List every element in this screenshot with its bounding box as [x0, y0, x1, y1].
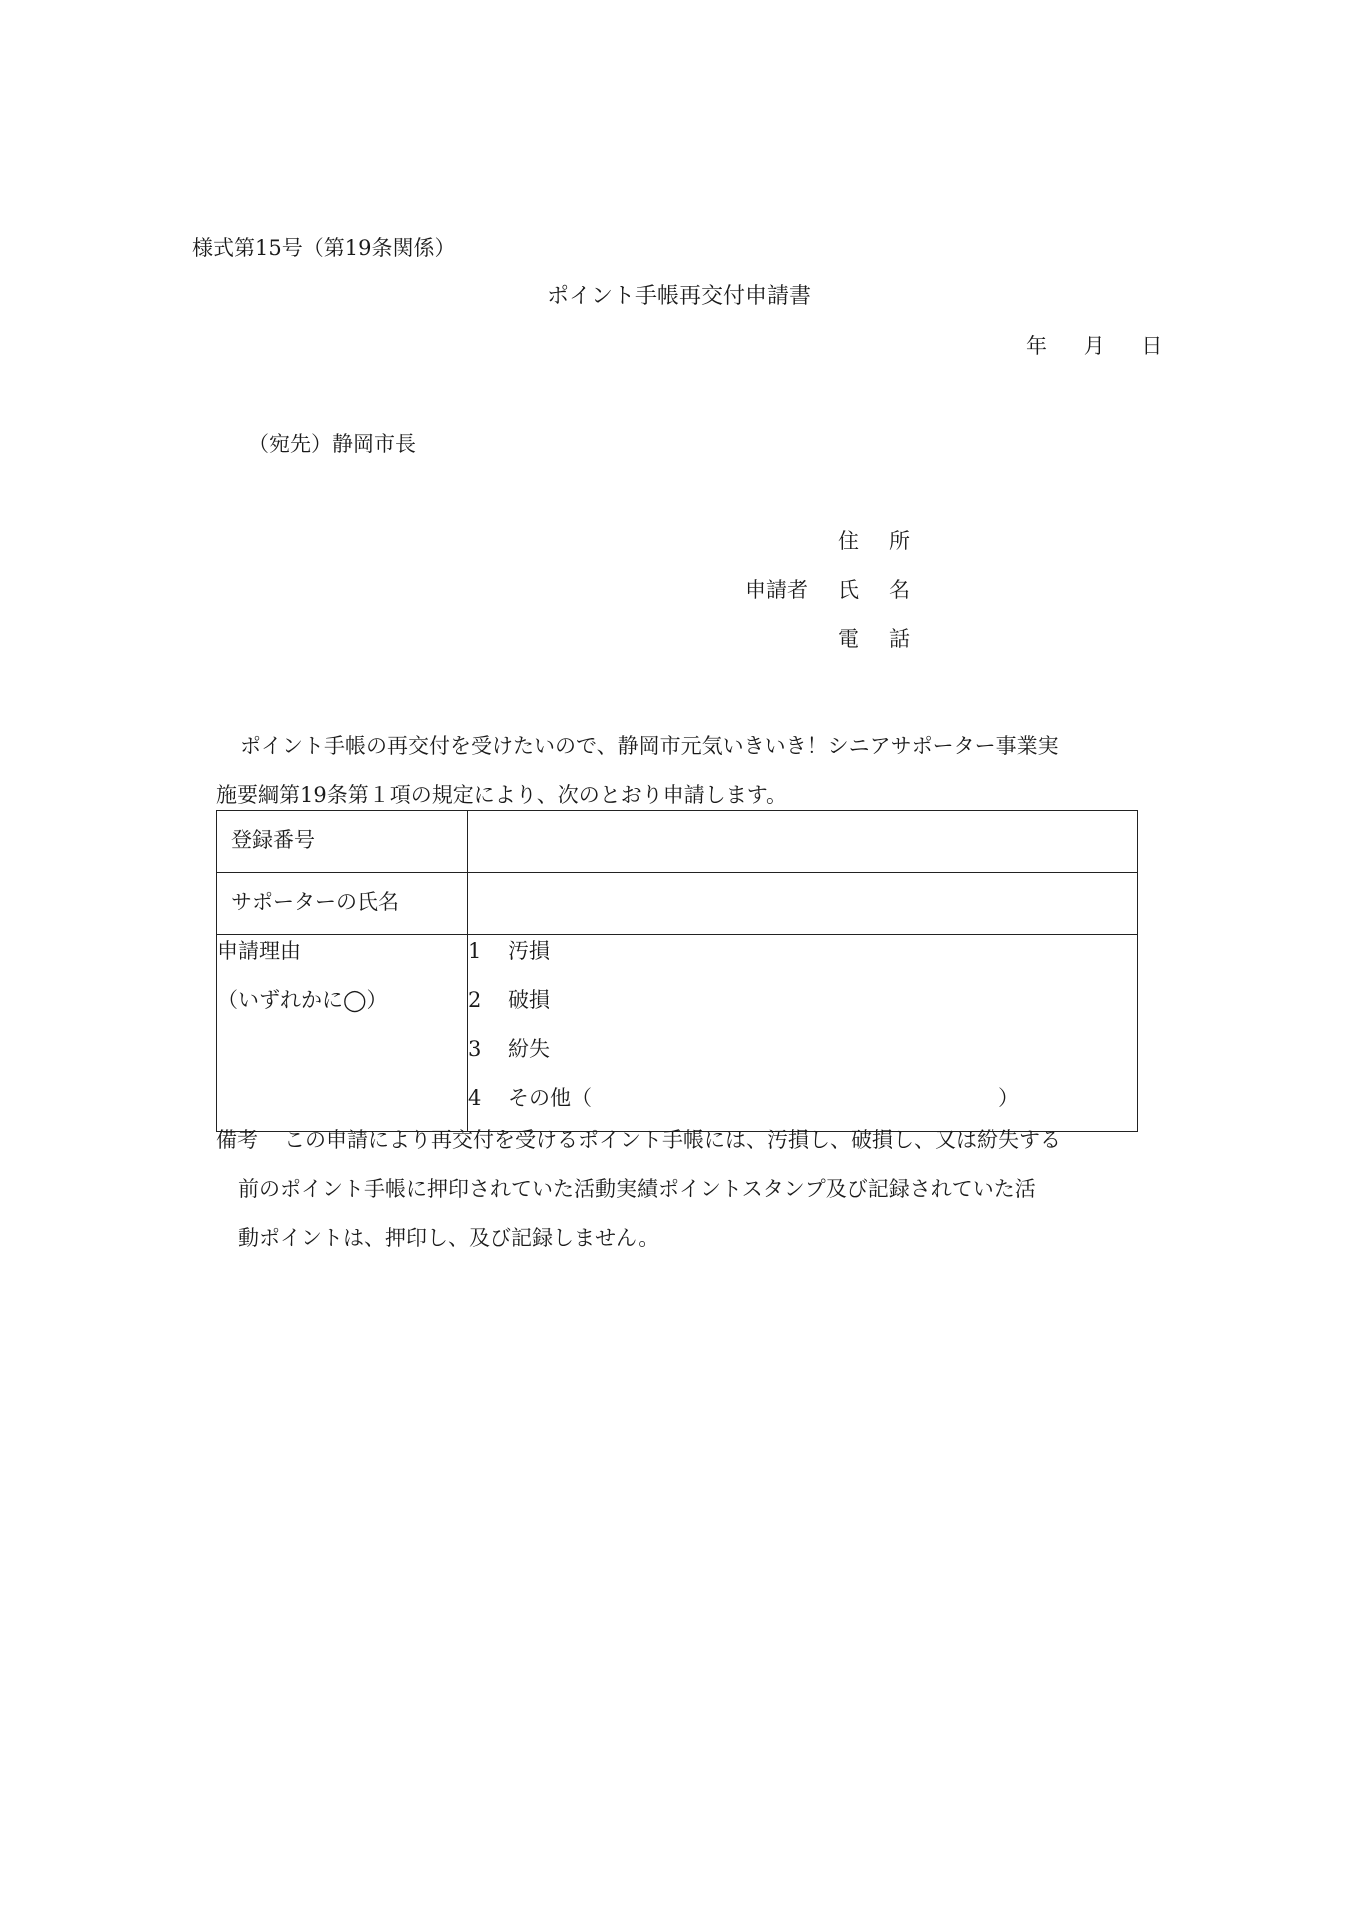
name-label-char-1: 氏 [838, 578, 859, 602]
other-close-paren: ） [998, 1086, 1019, 1110]
option-number: 2 [468, 988, 482, 1012]
form-number: 様式第15号（第19条関係） [192, 236, 456, 260]
option-number: 1 [468, 939, 482, 963]
address-label-char-2: 所 [889, 529, 910, 553]
reason-option-soiled[interactable] [468, 935, 1137, 984]
phone-label-char-2: 話 [889, 627, 910, 651]
remarks [216, 1116, 1176, 1263]
application-table [216, 810, 1138, 1132]
reason-label: 申請理由 [217, 939, 301, 963]
registration-number-field[interactable] [468, 811, 1138, 873]
date-line [1026, 336, 1162, 357]
option-text: 汚損 [508, 939, 550, 963]
remarks-label: 備考 [216, 1128, 258, 1152]
supporter-name-field[interactable] [468, 873, 1138, 935]
reason-sub-label: （いずれかに◯） [217, 988, 388, 1012]
statement-line-2: 施要綱第19条第１項の規定により、次のとおり申請します。 [216, 783, 788, 807]
option-text: 破損 [508, 988, 550, 1012]
phone-field-label [838, 629, 910, 650]
option-text: その他（ [508, 1086, 592, 1110]
reason-label-cell [217, 935, 468, 1132]
supporter-name-label: サポーターの氏名 [217, 873, 468, 935]
option-number: 4 [468, 1086, 482, 1110]
option-number: 3 [468, 1037, 482, 1061]
table-row [217, 873, 1138, 935]
date-year: 年 [1026, 334, 1047, 358]
option-text: 紛失 [508, 1037, 550, 1061]
remarks-line-1 [216, 1116, 1176, 1165]
table-row [217, 811, 1138, 873]
phone-label-char-1: 電 [838, 627, 859, 651]
remarks-line-3: 動ポイントは、押印し、及び記録しません。 [238, 1226, 660, 1250]
address-label-char-1: 住 [838, 529, 859, 553]
request-statement [216, 722, 1156, 820]
reason-option-damaged[interactable] [468, 984, 1137, 1033]
addressee: （宛先）静岡市長 [248, 432, 416, 456]
reason-option-lost[interactable] [468, 1033, 1137, 1082]
address-field-label [838, 531, 910, 552]
reason-options-cell [468, 935, 1138, 1132]
remarks-line-2: 前のポイント手帳に押印されていた活動実績ポイントスタンプ及び記録されていた活 [238, 1177, 1036, 1201]
document-title: ポイント手帳再交付申請書 [546, 284, 811, 309]
table-row [217, 935, 1138, 1132]
statement-line-1: ポイント手帳の再交付を受けたいので、静岡市元気いきいき！シニアサポーター事業実 [240, 734, 1059, 758]
applicant-label: 申請者 [745, 578, 808, 602]
name-field-label [838, 580, 910, 601]
date-day: 日 [1141, 334, 1163, 358]
name-label-char-2: 名 [889, 578, 910, 602]
date-month: 月 [1083, 334, 1105, 358]
remarks-text-1: この申請により再交付を受けるポイント手帳には、汚損し、破損し、又は紛失する [284, 1128, 1061, 1152]
registration-number-label: 登録番号 [217, 811, 468, 873]
